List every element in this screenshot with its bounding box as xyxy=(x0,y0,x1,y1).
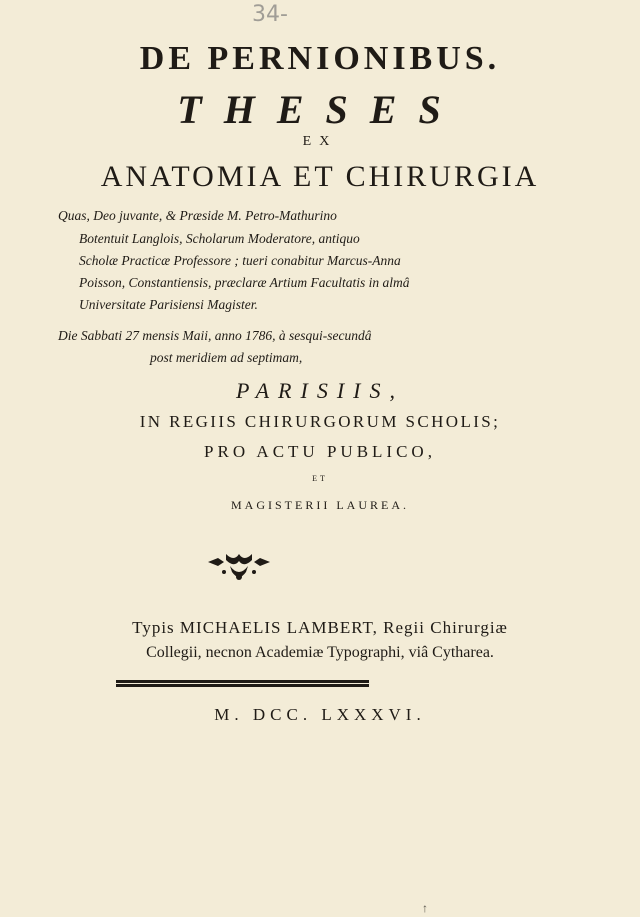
ex-line: EX xyxy=(302,134,338,149)
body-line: Quas, Deo juvante, & Præside M. Petro-Mathurino xyxy=(58,208,337,223)
imprint-year: M. DCC. LXXXVI. xyxy=(214,705,426,724)
decorative-rule xyxy=(116,680,369,688)
subtitle: ANATOMIA ET CHIRURGIA xyxy=(100,160,540,193)
pencil-annotation: 34- xyxy=(252,2,288,27)
place-line: PARISIIS, xyxy=(236,378,404,403)
theses-heading: THESES xyxy=(177,87,463,132)
et-line: ET xyxy=(312,474,328,483)
main-title: DE PERNIONIBUS. xyxy=(139,40,501,77)
imprint-line: Typis MICHAELIS LAMBERT, Regii Chirurgiæ xyxy=(132,618,508,637)
body-line: Scholæ Practicæ Professore ; tueri conabitur Marcus-Anna xyxy=(79,253,401,268)
laurea-line: MAGISTERII LAUREA. xyxy=(231,498,409,512)
body-line: Universitate Parisiensi Magister. xyxy=(79,297,258,312)
footer-mark: ↑ xyxy=(422,901,428,915)
body-line: Poisson, Constantiensis, præclaræ Artium Facultatis in almâ xyxy=(79,275,410,290)
printer-ornament-icon xyxy=(206,548,272,584)
imprint-line: Collegii, necnon Academiæ Typographi, viâ Cytharea. xyxy=(146,644,494,661)
location-line: IN REGIIS CHIRURGORUM SCHOLIS; xyxy=(139,412,501,431)
body-line: Botentuit Langlois, Scholarum Moderatore, antiquo xyxy=(79,231,360,246)
date-line: Die Sabbati 27 mensis Maii, anno 1786, à sesqui-secundâ xyxy=(58,328,372,343)
date-line: post meridiem ad septimam, xyxy=(150,350,303,365)
purpose-line: PRO ACTU PUBLICO, xyxy=(204,442,436,461)
